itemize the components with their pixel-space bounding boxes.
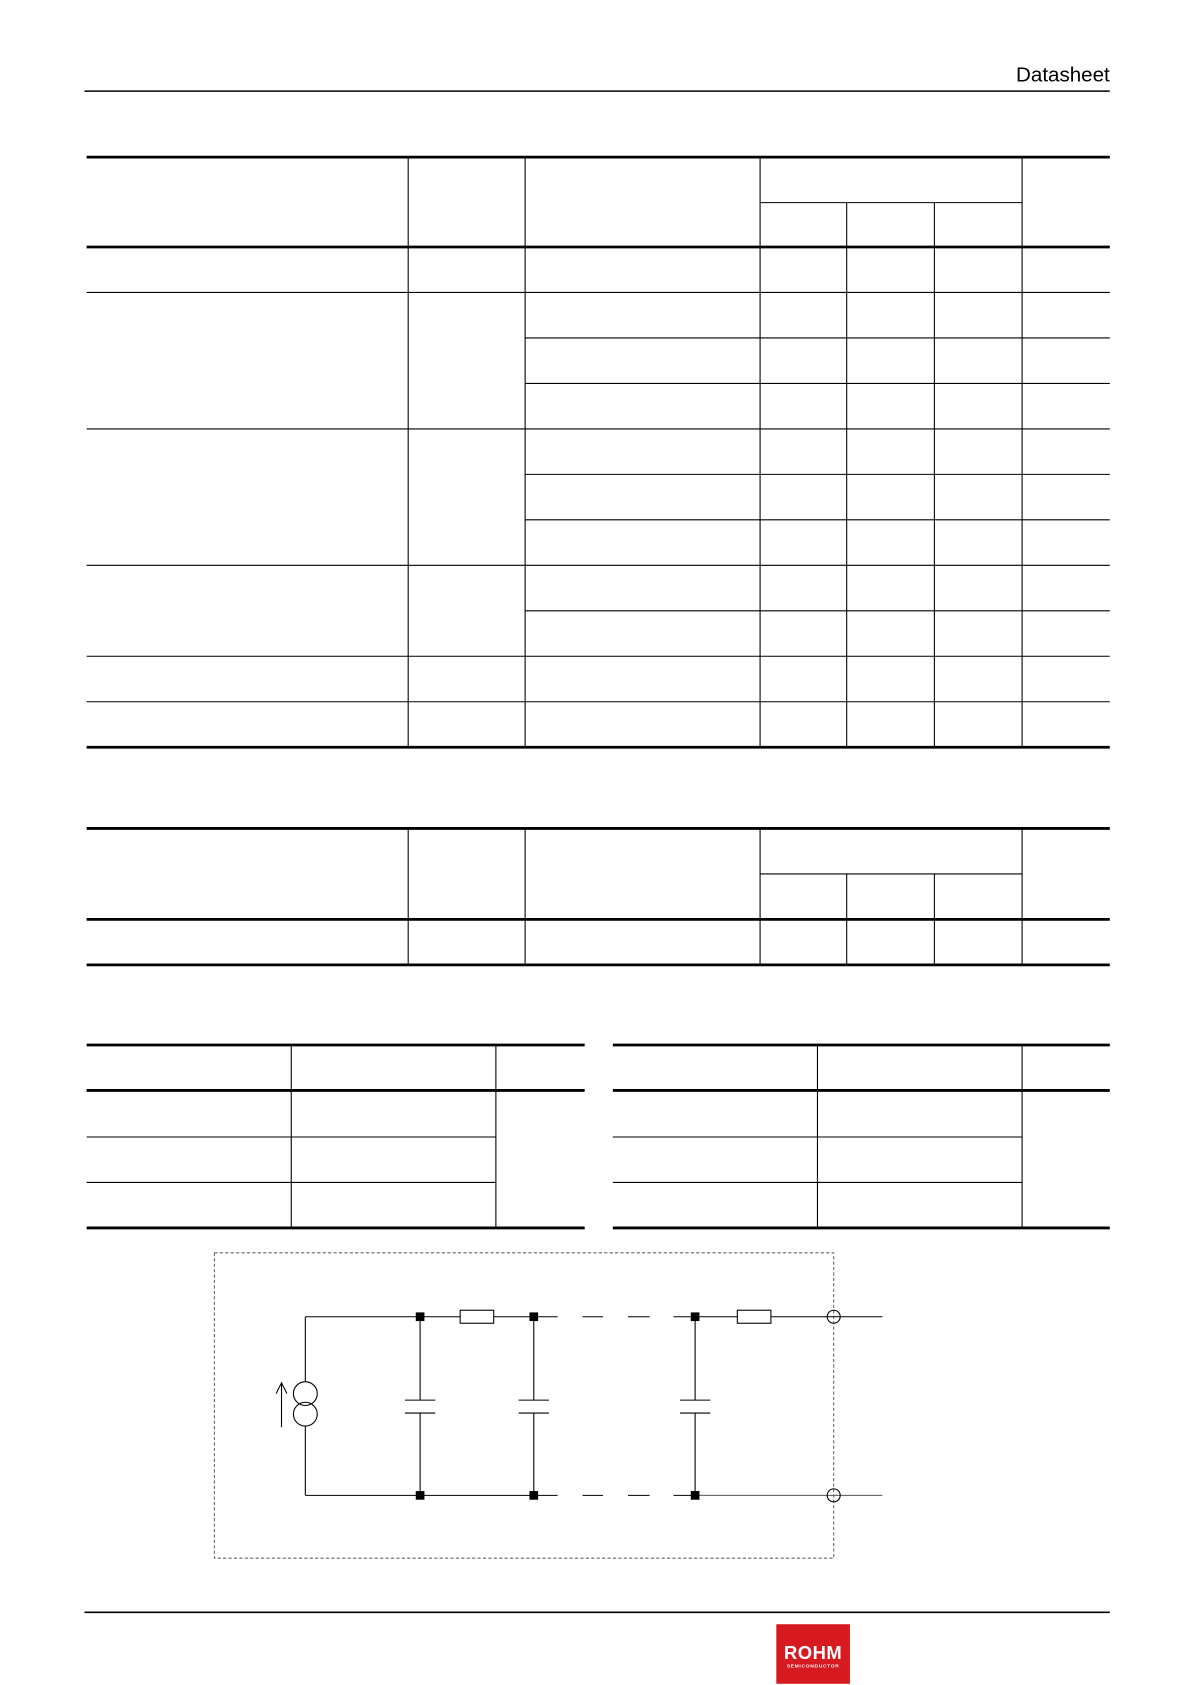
capacitor-n [680,1317,710,1496]
rohm-logo [776,1624,850,1684]
bottom-wire [305,1489,882,1502]
junction-nodes [416,1312,700,1499]
junction-node [691,1491,700,1500]
thermal-model-table-right [613,1045,1110,1228]
page-footer [84,1612,1109,1683]
datasheet-label: Datasheet [1016,63,1110,87]
thermal-characteristics-table [87,828,1110,964]
junction-node [529,1491,538,1500]
capacitor-2 [519,1317,549,1496]
electrical-characteristics-table [87,157,1110,747]
thermal-rc-network-diagram [214,1253,882,1558]
junction-node [529,1312,538,1321]
resistor-1 [460,1310,494,1323]
junction-node [691,1312,700,1321]
capacitor-1 [405,1317,435,1496]
logo-brand-text: ROHM [783,1641,843,1663]
junction-node [416,1491,425,1500]
thermal-model-table-left [87,1045,585,1228]
logo-subtitle-text: SEMICONDUCTOR [786,1663,840,1670]
current-source-symbol [276,1317,317,1496]
top-wire [305,1310,882,1323]
resistor-n [737,1310,771,1323]
junction-node [416,1312,425,1321]
page-header [84,63,1110,91]
